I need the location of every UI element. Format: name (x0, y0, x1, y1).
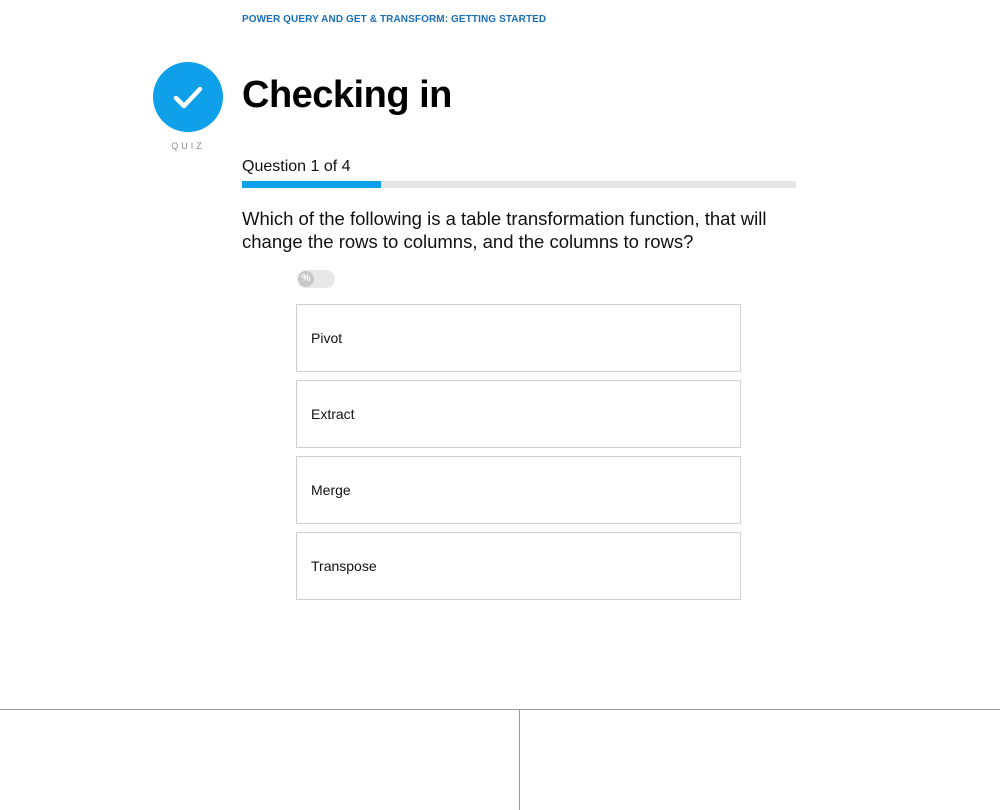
answer-option-transpose[interactable] (296, 532, 741, 600)
checkmark-icon (171, 80, 205, 114)
progress-bar (242, 181, 796, 188)
breadcrumb[interactable]: POWER QUERY AND GET & TRANSFORM: GETTING STARTED (242, 14, 547, 25)
answer-option-pivot[interactable] (296, 304, 741, 372)
quiz-badge (153, 62, 223, 132)
page-title: Checking in (242, 74, 452, 116)
answer-option-merge[interactable] (296, 456, 741, 524)
progress-bar-fill (242, 181, 381, 188)
percent-toggle[interactable] (297, 270, 335, 288)
answer-option-label: Merge (311, 482, 351, 498)
footer-nav (0, 709, 1000, 810)
answer-options (296, 304, 741, 608)
quiz-label: QUIZ (171, 141, 205, 151)
percent-icon: % (298, 271, 314, 287)
answer-option-label: Extract (311, 406, 355, 422)
footer-previous-panel[interactable] (0, 710, 520, 810)
answer-option-label: Pivot (311, 330, 343, 346)
answer-option-extract[interactable] (296, 380, 741, 448)
answer-option-label: Transpose (311, 558, 377, 574)
question-counter: Question 1 of 4 (242, 158, 351, 175)
footer-next-panel[interactable] (520, 710, 1000, 810)
question-text: Which of the following is a table transformation function, that will change the rows to columns, and the columns to rows? (242, 208, 767, 252)
